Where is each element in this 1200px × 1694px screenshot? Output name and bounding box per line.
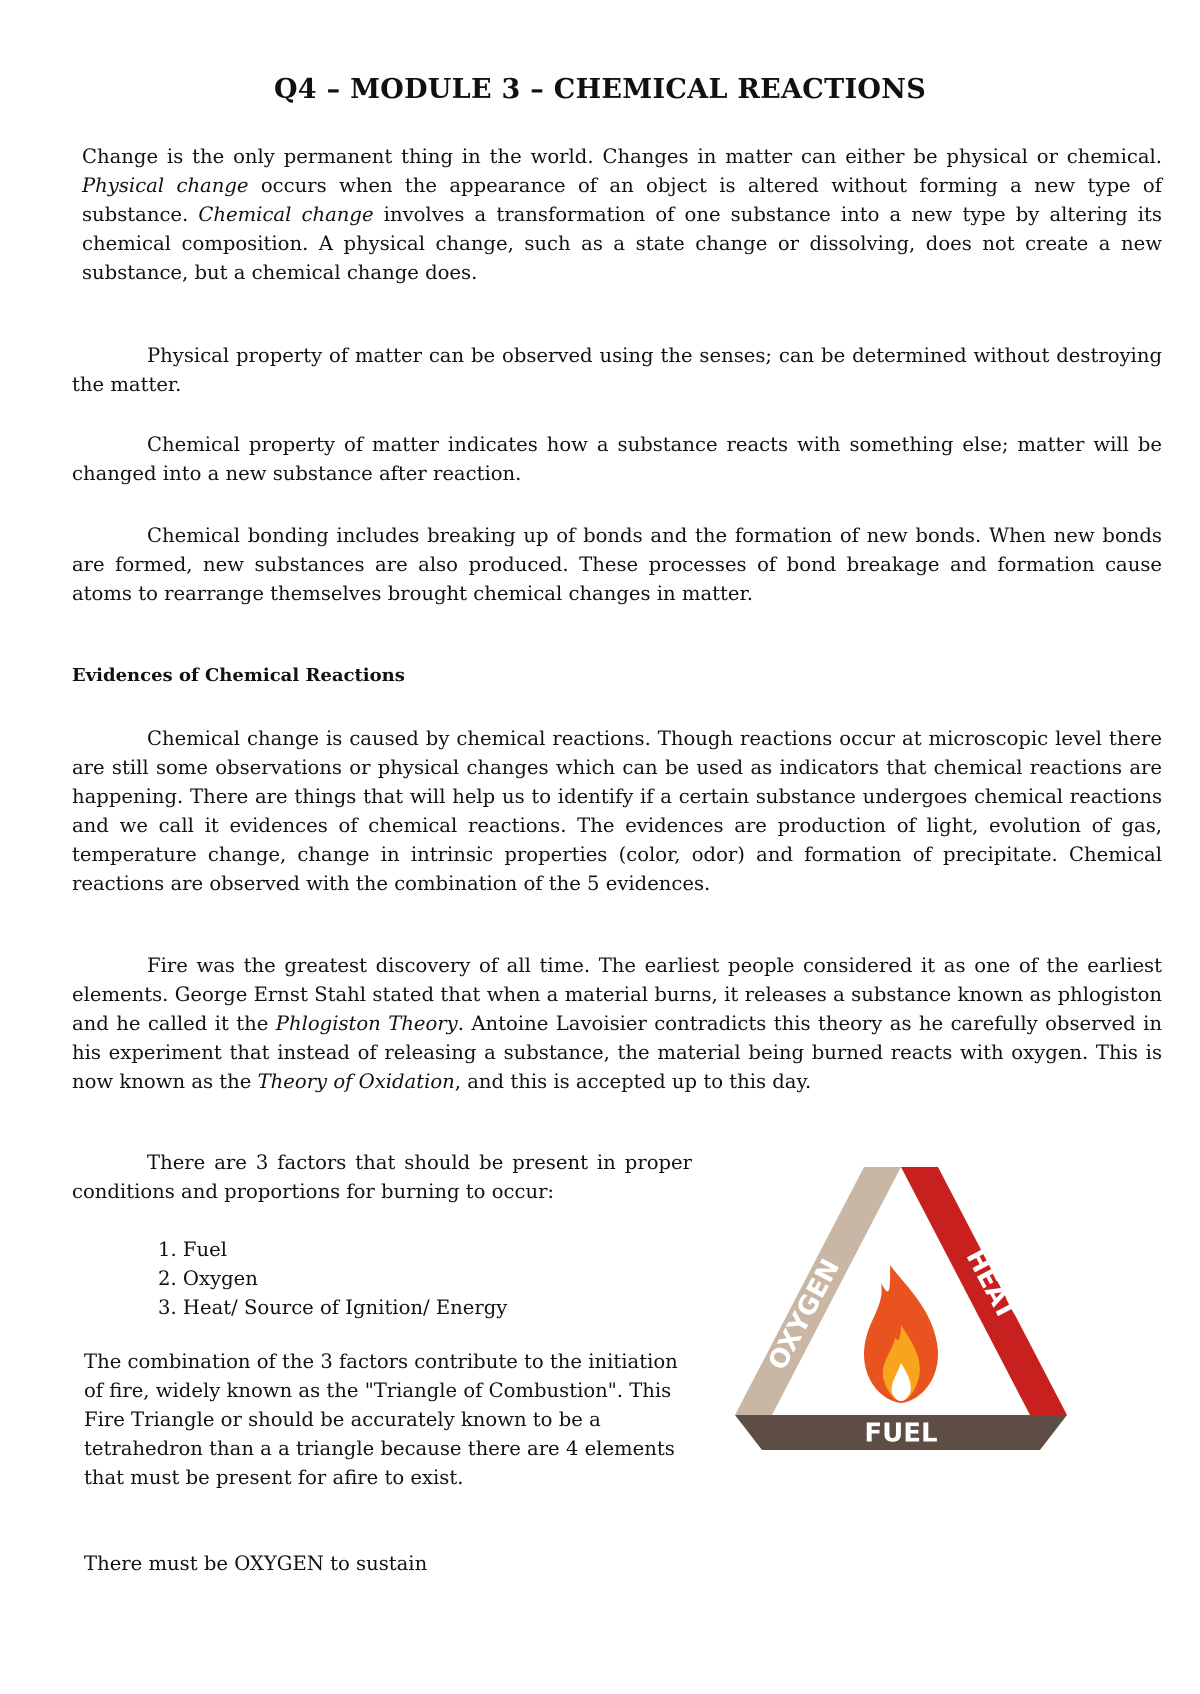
factor-item-oxygen: 2. Oxygen <box>158 1267 258 1290</box>
fuel-label: FUEL <box>864 1418 938 1449</box>
factors-intro-paragraph: There are 3 factors that should be present in proper conditions and proportions for burning to occur: <box>72 1151 692 1203</box>
evidences-heading: Evidences of Chemical Reactions <box>72 665 405 686</box>
chemical-property-paragraph: Chemical property of matter indicates how a substance reacts with something else; matter will be changed into a new substance after reaction. <box>72 433 1162 485</box>
evidences-paragraph: Chemical change is caused by chemical reactions. Though reactions occur at microscopic level there are still some observations or physical changes which can be used as indicators that chemical reactions are happening. There are things that will help us to identify if a certain substance undergoes chemical reactions and we call it evidences of chemical reactions. The evidences are production of light, evolution of gas, temperature change, change in intrinsic properties (color, odor) and formation of precipitate. Chemical reactions are observed with the combination of the 5 evidences. <box>72 727 1162 895</box>
combination-paragraph: The combination of the 3 factors contribute to the initiation of fire, widely known as the "Triangle of Combustion". This Fire Triangle or should be accurately known to be a tetrahedron than a a triangle because there are 4 elements that must be present for afire to exist. <box>84 1350 678 1489</box>
intro-text-1: Change is the only permanent thing in the world. Changes in matter can either be physical or chemical. <box>82 145 1162 168</box>
oxygen-label: OXYGEN <box>762 1254 847 1376</box>
fire-text-3: , and this is accepted up to this day. <box>454 1070 812 1093</box>
physical-property-paragraph: Physical property of matter can be observed using the senses; can be determined without destroying the matter. <box>72 344 1162 396</box>
chemical-change-term: Chemical change <box>198 203 374 226</box>
intro-text-3: involves a transformation of one substance into a new type by altering its chemical composition. A physical change, such as a state change or dissolving, does not create a new substance, but a chemical change does. <box>82 203 1162 284</box>
chemical-bonding-paragraph: Chemical bonding includes breaking up of bonds and the formation of new bonds. When new bonds are formed, new substances are also produced. These processes of bond breakage and formation cause atoms to rearrange themselves brought chemical changes in matter. <box>72 524 1162 605</box>
fire-text-2: . Antoine Lavoisier contradicts this theory as he carefully observed in his experiment that instead of releasing a substance, the material being burned reacts with oxygen. This is now known as the <box>72 1012 1162 1093</box>
heat-label: HEAT <box>959 1244 1022 1326</box>
intro-text-2: occurs when the appearance of an object is altered without forming a new type of substance. <box>82 174 1162 226</box>
factor-item-heat: 3. Heat/ Source of Ignition/ Energy <box>158 1296 508 1319</box>
fire-paragraph <box>72 951 1162 1096</box>
fire-triangle-diagram <box>735 1165 1067 1450</box>
intro-paragraph <box>82 142 1162 287</box>
fire-text-1: Fire was the greatest discovery of all time. The earliest people considered it as one of the earliest elements. George Ernst Stahl stated that when a material burns, it releases a substance known as phlogiston and he called it the <box>72 954 1162 1035</box>
factors-list <box>158 1235 507 1322</box>
theory-of-oxidation-term: Theory of Oxidation <box>257 1070 455 1093</box>
phlogiston-theory-term: Phlogiston Theory <box>275 1012 458 1035</box>
factor-item-fuel: 1. Fuel <box>158 1238 227 1261</box>
page-title: Q4 – MODULE 3 – CHEMICAL REACTIONS <box>273 74 927 105</box>
oxygen-sustain-paragraph: There must be OXYGEN to sustain <box>84 1552 428 1575</box>
physical-change-term: Physical change <box>82 174 249 197</box>
